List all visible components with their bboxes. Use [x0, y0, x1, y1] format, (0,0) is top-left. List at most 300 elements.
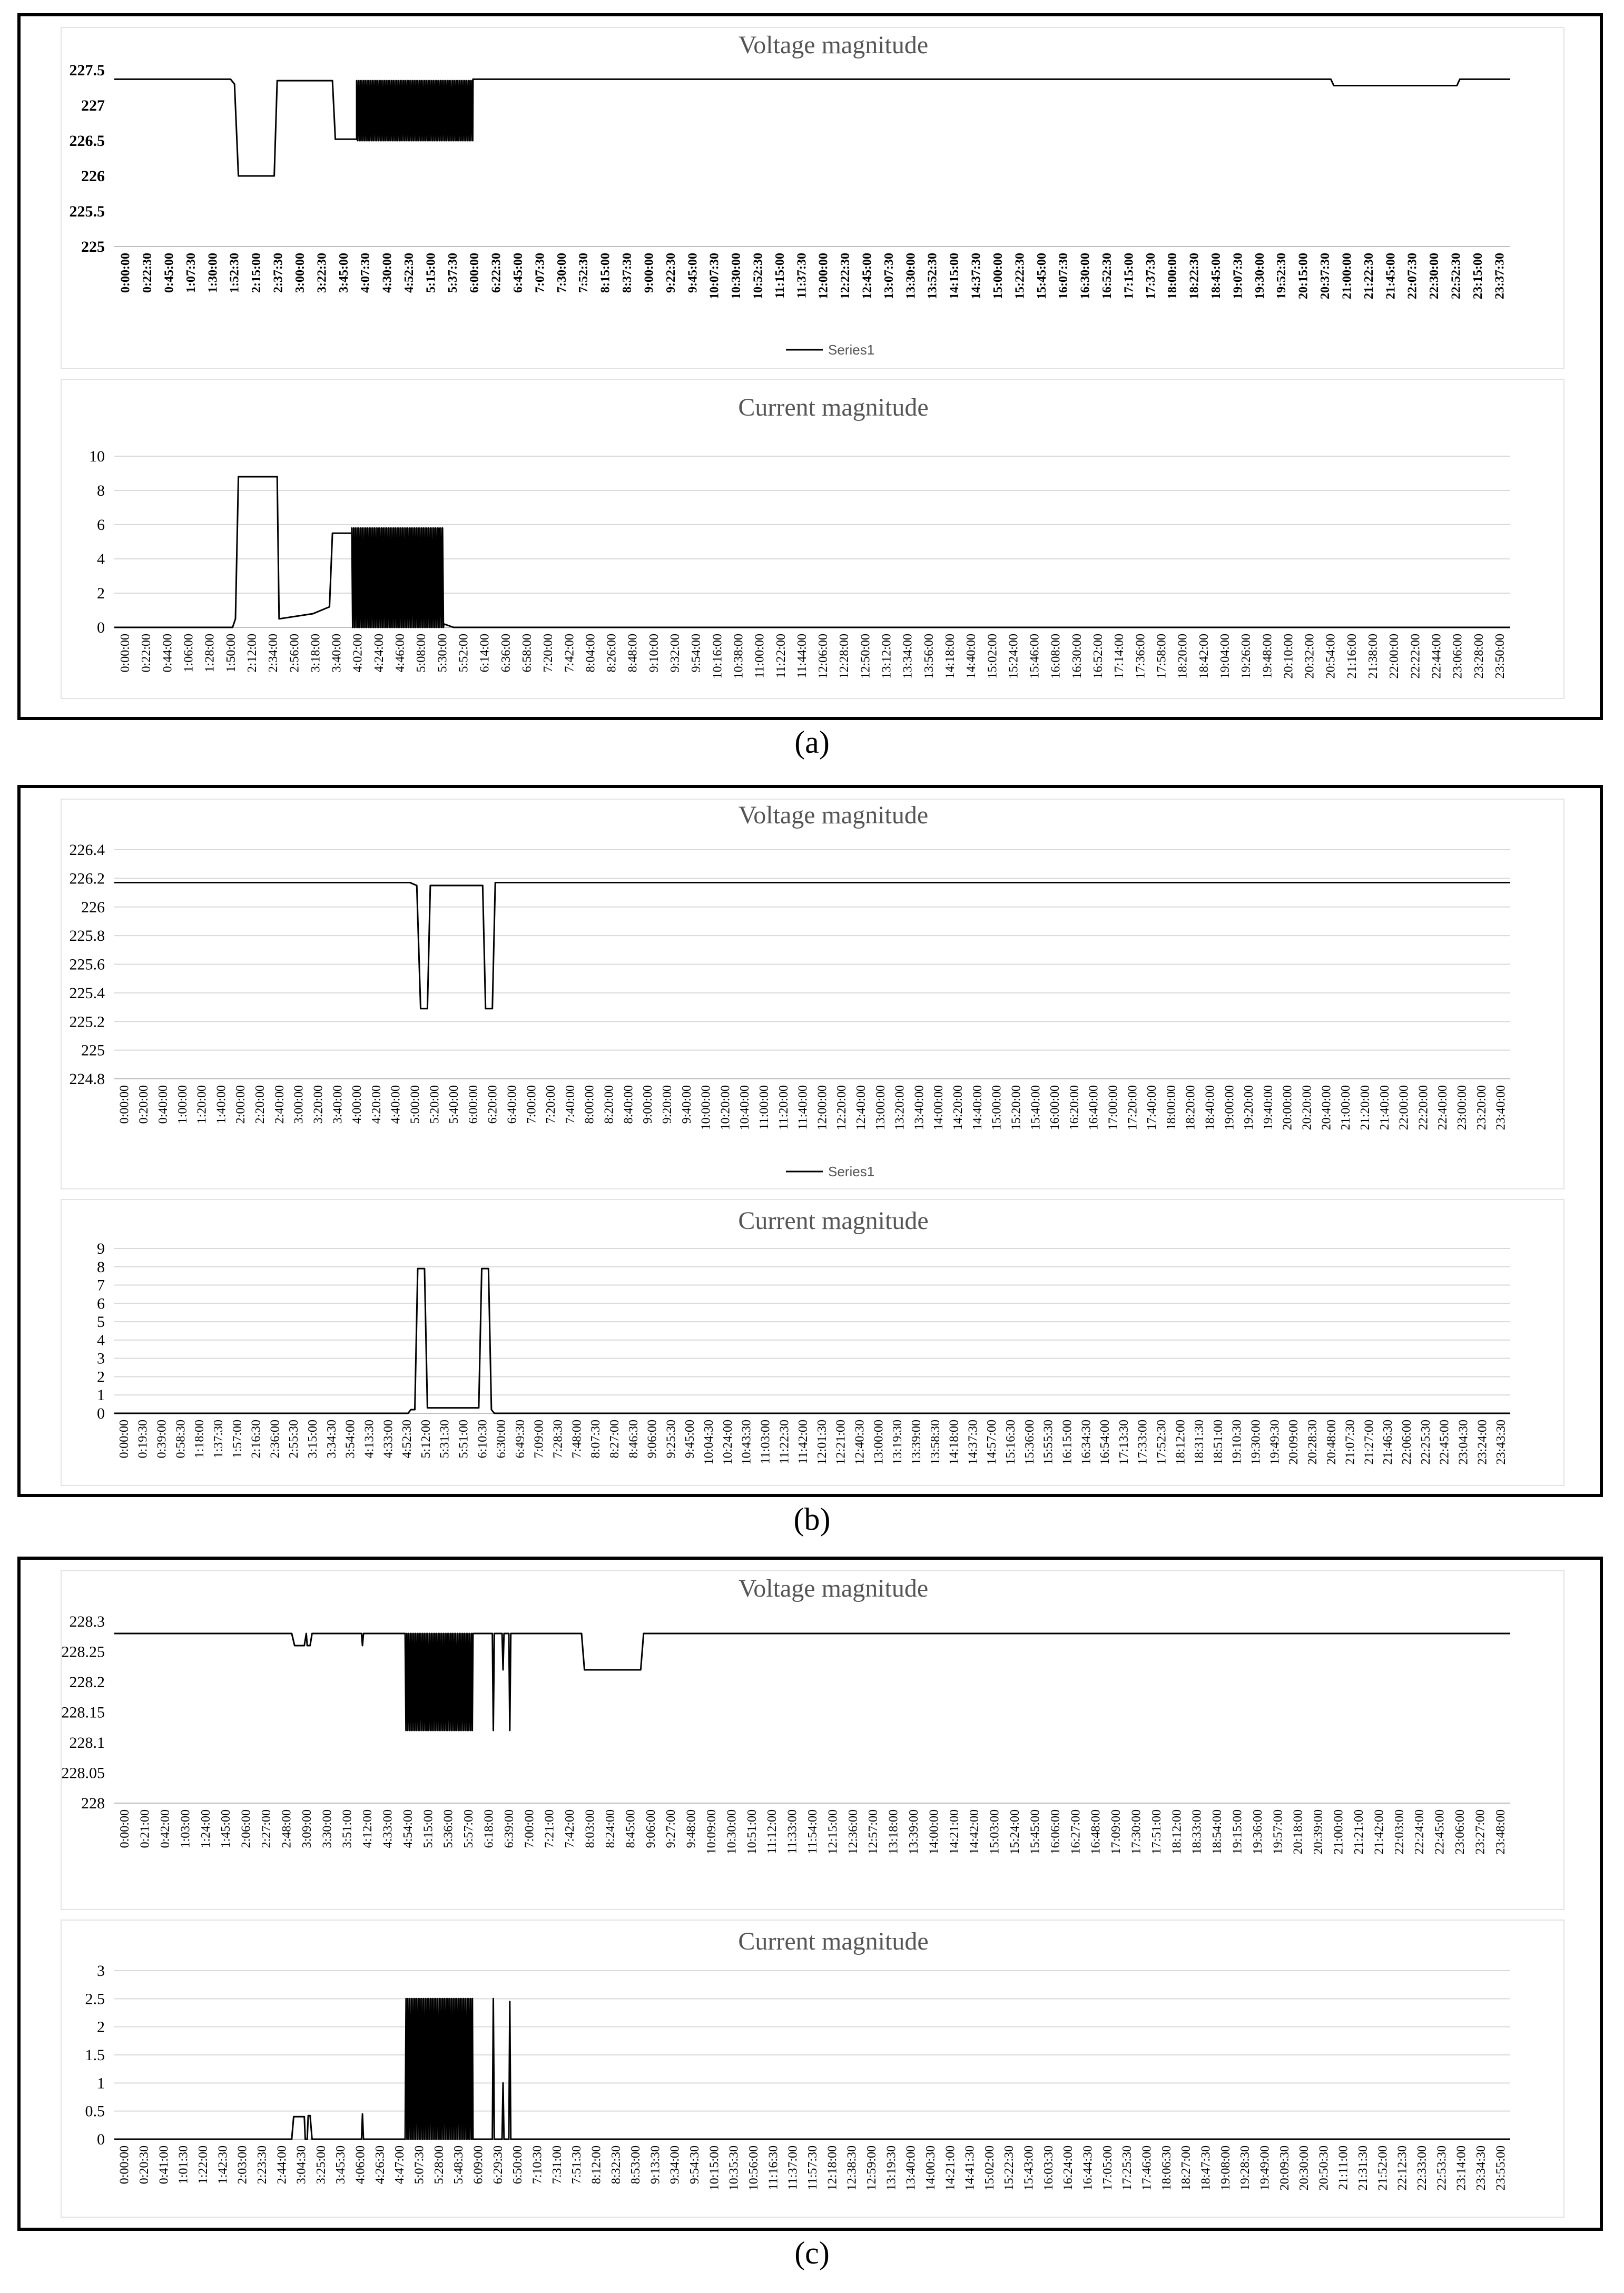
- x-tick-label: 21:31:30: [1356, 2146, 1371, 2191]
- x-tick-label: 5:48:30: [452, 2146, 466, 2184]
- x-tick-label: 3:34:30: [324, 1420, 339, 1459]
- y-tick-label: 5: [97, 1313, 105, 1331]
- y-tick-label: 225.5: [69, 203, 105, 220]
- x-tick-label: 2:36:00: [268, 1420, 282, 1459]
- x-tick-label: 1:30:00: [206, 253, 220, 293]
- x-tick-label: 7:20:00: [542, 634, 556, 673]
- x-tick-label: 19:49:00: [1258, 2146, 1272, 2191]
- legend-label: Series1: [828, 1164, 875, 1179]
- x-tick-label: 18:31:30: [1193, 1420, 1207, 1465]
- x-tick-label: 14:00:00: [932, 1085, 946, 1130]
- x-tick-label: 19:30:00: [1249, 1420, 1263, 1465]
- x-tick-label: 22:44:00: [1430, 634, 1444, 679]
- x-tick-label: 15:55:30: [1041, 1420, 1056, 1465]
- x-tick-label: 21:07:30: [1343, 1420, 1357, 1465]
- y-tick-label: 228.3: [69, 1613, 105, 1630]
- x-tick-label: 13:39:00: [907, 1809, 921, 1855]
- x-tick-label: 9:45:00: [683, 1420, 697, 1459]
- x-tick-label: 20:39:00: [1312, 1809, 1326, 1855]
- y-tick-label: 225.2: [69, 1013, 105, 1031]
- x-tick-label: 20:20:00: [1300, 1085, 1314, 1130]
- x-tick-label: 10:24:00: [721, 1420, 735, 1465]
- x-tick-label: 17:05:00: [1100, 2146, 1115, 2191]
- x-tick-label: 9:13:30: [648, 2146, 663, 2184]
- x-tick-label: 6:00:00: [466, 1085, 480, 1124]
- x-tick-label: 5:20:00: [428, 1085, 442, 1124]
- x-tick-label: 23:50:00: [1493, 634, 1507, 679]
- x-tick-label: 12:50:00: [859, 634, 873, 679]
- x-tick-label: 10:00:00: [699, 1085, 713, 1130]
- x-tick-label: 14:40:00: [970, 1085, 985, 1130]
- x-tick-label: 16:30:00: [1070, 634, 1084, 679]
- x-tick-label: 11:54:00: [806, 1809, 820, 1854]
- x-tick-label: 13:56:00: [922, 634, 936, 679]
- x-tick-label: 5:07:30: [412, 2146, 427, 2184]
- x-tick-label: 5:40:00: [447, 1085, 461, 1124]
- x-tick-label: 19:30:00: [1253, 253, 1267, 299]
- x-tick-label: 11:42:00: [796, 1420, 811, 1464]
- x-tick-label: 14:37:30: [966, 1420, 980, 1465]
- x-tick-label: 19:40:00: [1261, 1085, 1275, 1130]
- x-tick-label: 8:24:00: [603, 1809, 617, 1848]
- x-tick-label: 21:27:00: [1362, 1420, 1376, 1465]
- x-tick-label: 7:10:30: [530, 2146, 545, 2184]
- x-tick-label: 16:54:00: [1098, 1420, 1113, 1465]
- x-tick-label: 11:00:00: [753, 634, 767, 678]
- y-tick-label: 3: [97, 1350, 105, 1367]
- x-tick-label: 15:36:00: [1022, 1420, 1037, 1465]
- y-tick-label: 2: [97, 2018, 105, 2036]
- x-tick-label: 7:42:00: [563, 634, 577, 673]
- x-tick-label: 7:52:30: [577, 253, 591, 293]
- x-tick-label: 3:09:00: [300, 1809, 314, 1848]
- x-tick-label: 19:00:00: [1223, 1085, 1237, 1130]
- x-tick-label: 11:22:00: [774, 634, 788, 678]
- x-tick-label: 21:46:30: [1381, 1420, 1395, 1465]
- x-tick-label: 13:40:00: [904, 2146, 918, 2191]
- x-tick-label: 7:42:00: [563, 1809, 577, 1848]
- x-tick-label: 8:12:00: [589, 2146, 604, 2184]
- x-tick-label: 6:00:00: [468, 253, 482, 293]
- chart-title: Current magnitude: [738, 1927, 929, 1955]
- x-tick-label: 18:40:00: [1203, 1085, 1217, 1130]
- x-tick-label: 7:40:00: [563, 1085, 577, 1124]
- x-tick-label: 2:37:30: [271, 253, 286, 293]
- x-tick-label: 8:15:00: [598, 253, 613, 293]
- chart-a-voltage-frame: [61, 27, 1564, 369]
- x-tick-label: 15:46:00: [1028, 634, 1042, 679]
- y-tick-label: 10: [89, 448, 105, 465]
- x-tick-label: 18:45:00: [1209, 253, 1224, 299]
- x-tick-label: 21:20:00: [1358, 1085, 1372, 1130]
- figure-panel-a: [17, 13, 1603, 720]
- x-tick-label: 18:47:30: [1199, 2146, 1213, 2191]
- x-tick-label: 17:20:00: [1126, 1085, 1140, 1130]
- x-tick-label: 7:21:00: [543, 1809, 557, 1848]
- x-tick-label: 1:01:30: [176, 2146, 191, 2184]
- x-tick-label: 0:19:30: [136, 1420, 150, 1459]
- x-tick-label: 7:28:30: [551, 1420, 565, 1459]
- x-tick-label: 20:09:00: [1287, 1420, 1301, 1465]
- y-tick-label: 0: [97, 2131, 105, 2148]
- chart-a-voltage: [62, 28, 1563, 368]
- x-tick-label: 0:00:00: [117, 2146, 132, 2184]
- x-tick-label: 0:41:00: [157, 2146, 171, 2184]
- x-tick-label: 6:20:00: [486, 1085, 500, 1124]
- x-tick-label: 23:06:00: [1453, 1809, 1467, 1855]
- x-tick-label: 6:18:00: [482, 1809, 496, 1848]
- x-tick-label: 12:36:00: [846, 1809, 860, 1855]
- x-tick-label: 13:19:30: [884, 2146, 899, 2191]
- x-tick-label: 13:39:00: [909, 1420, 923, 1465]
- x-tick-label: 20:54:00: [1324, 634, 1338, 679]
- x-tick-label: 2:16:30: [249, 1420, 263, 1459]
- chart-b-voltage-frame: [61, 799, 1564, 1189]
- x-tick-label: 14:21:00: [943, 2146, 958, 2191]
- x-tick-label: 10:40:00: [738, 1085, 752, 1130]
- x-tick-label: 8:32:30: [609, 2146, 623, 2184]
- x-tick-label: 0:39:00: [155, 1420, 169, 1459]
- x-tick-label: 7:07:30: [533, 253, 547, 293]
- y-tick-label: 225: [81, 238, 105, 255]
- x-tick-label: 9:27:00: [664, 1809, 678, 1848]
- x-tick-label: 18:20:00: [1176, 634, 1190, 679]
- x-tick-label: 20:37:30: [1318, 253, 1333, 299]
- y-tick-label: 225.8: [69, 927, 105, 945]
- x-tick-label: 14:57:00: [985, 1420, 999, 1465]
- x-tick-label: 23:20:00: [1474, 1085, 1489, 1130]
- caption-a: (a): [794, 725, 830, 760]
- x-tick-label: 16:03:30: [1041, 2146, 1056, 2191]
- x-tick-label: 17:15:00: [1122, 253, 1136, 299]
- x-tick-label: 12:59:00: [864, 2146, 879, 2191]
- x-tick-label: 22:00:00: [1397, 1085, 1411, 1130]
- x-tick-label: 23:37:30: [1493, 253, 1507, 299]
- x-tick-label: 23:40:00: [1494, 1085, 1508, 1130]
- x-tick-label: 18:12:00: [1170, 1809, 1184, 1855]
- x-tick-label: 10:20:00: [719, 1085, 733, 1130]
- y-tick-label: 226.2: [69, 870, 105, 888]
- x-tick-label: 17:13:30: [1117, 1420, 1131, 1465]
- x-tick-label: 8:04:00: [584, 634, 598, 673]
- x-tick-label: 17:37:30: [1144, 253, 1158, 299]
- x-tick-label: 6:39:00: [502, 1809, 516, 1848]
- x-tick-label: 13:58:30: [928, 1420, 942, 1465]
- x-tick-label: 0:00:00: [118, 1809, 132, 1848]
- x-tick-label: 0:44:00: [161, 634, 175, 673]
- x-tick-label: 16:48:00: [1089, 1809, 1103, 1855]
- x-tick-label: 21:11:00: [1336, 2146, 1351, 2190]
- x-tick-label: 13:12:00: [880, 634, 894, 679]
- x-tick-label: 10:09:00: [704, 1809, 719, 1855]
- x-tick-label: 9:40:00: [680, 1085, 694, 1124]
- x-tick-label: 18:06:30: [1159, 2146, 1174, 2191]
- x-tick-label: 21:16:00: [1345, 634, 1359, 679]
- x-tick-label: 9:20:00: [660, 1085, 674, 1124]
- x-tick-label: 16:08:00: [1049, 634, 1063, 679]
- x-tick-label: 12:00:00: [816, 253, 831, 299]
- x-tick-label: 22:25:30: [1419, 1420, 1433, 1465]
- x-tick-label: 1:37:30: [211, 1420, 225, 1459]
- x-tick-label: 3:51:00: [340, 1809, 355, 1848]
- x-tick-label: 9:06:00: [645, 1420, 660, 1459]
- x-tick-label: 3:00:00: [293, 253, 307, 293]
- x-tick-label: 4:24:00: [372, 634, 386, 673]
- x-tick-label: 21:22:30: [1362, 253, 1376, 299]
- x-tick-label: 13:00:00: [873, 1085, 888, 1130]
- x-tick-label: 20:40:00: [1320, 1085, 1334, 1130]
- x-tick-label: 16:15:00: [1060, 1420, 1075, 1465]
- x-tick-label: 1:42:30: [216, 2146, 230, 2184]
- x-tick-label: 1:28:00: [203, 634, 217, 673]
- x-tick-label: 22:07:30: [1405, 253, 1420, 299]
- y-tick-label: 227: [81, 97, 105, 114]
- x-tick-label: 18:27:00: [1179, 2146, 1194, 2191]
- x-tick-label: 15:03:00: [988, 1809, 1002, 1855]
- x-tick-label: 1:18:00: [193, 1420, 207, 1459]
- x-tick-label: 20:18:00: [1291, 1809, 1305, 1855]
- y-tick-label: 224.8: [69, 1070, 105, 1088]
- x-tick-label: 8:07:30: [589, 1420, 603, 1459]
- x-tick-label: 10:43:30: [740, 1420, 754, 1465]
- x-tick-label: 1:20:00: [195, 1085, 209, 1124]
- x-tick-label: 2:34:00: [267, 634, 281, 673]
- x-tick-label: 12:18:00: [825, 2146, 840, 2191]
- x-tick-label: 5:08:00: [415, 634, 429, 673]
- x-tick-label: 12:20:00: [835, 1085, 849, 1130]
- y-tick-label: 227.5: [69, 62, 105, 79]
- x-tick-label: 17:36:00: [1134, 634, 1148, 679]
- x-tick-label: 15:24:00: [1007, 634, 1021, 679]
- x-tick-label: 13:18:00: [887, 1809, 901, 1855]
- x-tick-label: 12:15:00: [826, 1809, 840, 1855]
- x-tick-label: 6:49:30: [513, 1420, 527, 1459]
- x-tick-label: 16:30:00: [1078, 253, 1092, 299]
- x-tick-label: 15:02:00: [986, 634, 1000, 679]
- chart-b-voltage: [62, 800, 1563, 1188]
- x-tick-label: 1:45:00: [219, 1809, 233, 1848]
- x-tick-label: 17:00:00: [1106, 1085, 1120, 1130]
- x-tick-label: 0:22:30: [141, 253, 155, 293]
- legend-label: Series1: [828, 342, 875, 358]
- y-tick-label: 1: [97, 2074, 105, 2092]
- figure-panel-c: [17, 1557, 1603, 2231]
- x-tick-label: 0:42:00: [159, 1809, 173, 1848]
- x-tick-label: 7:51:30: [570, 2146, 584, 2184]
- x-tick-label: 11:22:30: [777, 1420, 792, 1464]
- x-tick-label: 21:45:00: [1384, 253, 1398, 299]
- x-tick-label: 12:38:30: [845, 2146, 859, 2191]
- x-tick-label: 3:40:00: [331, 1085, 345, 1124]
- x-tick-label: 10:52:30: [751, 253, 765, 299]
- x-tick-label: 1:22:00: [196, 2146, 210, 2184]
- x-tick-label: 4:54:00: [401, 1809, 415, 1848]
- x-tick-label: 8:48:00: [626, 634, 640, 673]
- x-tick-label: 4:52:30: [402, 253, 416, 293]
- x-tick-label: 13:30:00: [904, 253, 918, 299]
- x-tick-label: 5:15:00: [424, 253, 438, 293]
- y-tick-label: 2: [97, 1368, 105, 1386]
- x-tick-label: 15:24:00: [1008, 1809, 1022, 1855]
- y-tick-label: 2.5: [85, 1990, 105, 2008]
- x-tick-label: 1:24:00: [199, 1809, 213, 1848]
- x-tick-label: 20:48:00: [1324, 1420, 1338, 1465]
- y-tick-label: 228.15: [62, 1704, 105, 1721]
- x-tick-label: 15:22:30: [1013, 253, 1027, 299]
- x-tick-label: 18:42:00: [1197, 634, 1211, 679]
- x-tick-label: 0:22:00: [140, 634, 154, 673]
- y-tick-label: 1: [97, 1386, 105, 1404]
- x-tick-label: 6:45:00: [511, 253, 526, 293]
- x-tick-label: 19:15:00: [1231, 1809, 1245, 1855]
- x-tick-label: 18:12:00: [1174, 1420, 1188, 1465]
- x-tick-label: 20:15:00: [1296, 253, 1311, 299]
- x-tick-label: 0:45:00: [162, 253, 176, 293]
- x-tick-label: 11:03:00: [759, 1420, 773, 1464]
- x-tick-label: 13:20:00: [893, 1085, 907, 1130]
- chart-b-current: [62, 1200, 1563, 1485]
- x-tick-label: 15:43:00: [1022, 2146, 1036, 2191]
- x-tick-label: 3:20:00: [311, 1085, 326, 1124]
- x-tick-label: 3:18:00: [309, 634, 323, 673]
- x-tick-label: 10:15:00: [707, 2146, 722, 2191]
- caption-c: (c): [794, 2236, 830, 2270]
- x-tick-label: 10:07:30: [707, 253, 722, 299]
- series-line: [114, 79, 1510, 176]
- x-tick-label: 14:15:00: [948, 253, 962, 299]
- x-tick-label: 16:52:30: [1100, 253, 1114, 299]
- x-tick-label: 19:52:30: [1275, 253, 1289, 299]
- x-tick-label: 22:30:00: [1428, 253, 1442, 299]
- x-tick-label: 23:00:00: [1455, 1085, 1469, 1130]
- x-tick-label: 17:25:30: [1120, 2146, 1135, 2191]
- chart-title: Current magnitude: [738, 393, 929, 421]
- x-tick-label: 9:10:00: [647, 634, 661, 673]
- y-tick-label: 6: [97, 1295, 105, 1313]
- x-tick-label: 4:33:00: [381, 1809, 395, 1848]
- x-tick-label: 1:52:30: [228, 253, 242, 293]
- x-tick-label: 23:48:00: [1493, 1809, 1508, 1855]
- x-tick-label: 19:04:00: [1218, 634, 1232, 679]
- x-tick-label: 12:00:00: [815, 1085, 830, 1130]
- x-tick-label: 11:12:00: [765, 1809, 780, 1854]
- x-tick-label: 4:00:00: [350, 1085, 365, 1124]
- x-tick-label: 5:30:00: [436, 634, 450, 673]
- x-tick-label: 16:27:00: [1069, 1809, 1083, 1855]
- x-tick-label: 14:00:30: [923, 2146, 938, 2191]
- x-tick-label: 9:32:00: [668, 634, 683, 673]
- x-tick-label: 2:40:00: [272, 1085, 287, 1124]
- series-line: [114, 1268, 1510, 1413]
- x-tick-label: 6:40:00: [505, 1085, 519, 1124]
- x-tick-label: 13:07:30: [882, 253, 896, 299]
- x-tick-label: 17:33:00: [1136, 1420, 1150, 1465]
- x-tick-label: 4:02:00: [351, 634, 365, 673]
- x-tick-label: 15:45:00: [1035, 253, 1049, 299]
- x-tick-label: 8:37:30: [621, 253, 635, 293]
- x-tick-label: 15:02:00: [982, 2146, 997, 2191]
- x-tick-label: 20:32:00: [1303, 634, 1317, 679]
- x-tick-label: 20:00:00: [1281, 1085, 1295, 1130]
- x-tick-label: 4:06:00: [353, 2146, 368, 2184]
- chart-title: Current magnitude: [738, 1207, 929, 1235]
- x-tick-label: 8:26:00: [605, 634, 619, 673]
- y-tick-label: 228.05: [62, 1764, 105, 1782]
- x-tick-label: 18:00:00: [1164, 1085, 1178, 1130]
- x-tick-label: 22:00:00: [1387, 634, 1402, 679]
- x-tick-label: 16:44:30: [1081, 2146, 1095, 2191]
- x-tick-label: 3:45:30: [334, 2146, 348, 2184]
- x-tick-label: 6:58:00: [520, 634, 534, 673]
- x-tick-label: 18:20:00: [1184, 1085, 1198, 1130]
- x-tick-label: 18:22:30: [1187, 253, 1202, 299]
- x-tick-label: 0:20:30: [137, 2146, 151, 2184]
- x-tick-label: 22:12:30: [1395, 2146, 1410, 2191]
- x-tick-label: 8:53:00: [629, 2146, 643, 2184]
- x-tick-label: 5:00:00: [408, 1085, 422, 1124]
- x-tick-label: 12:28:00: [838, 634, 852, 679]
- x-tick-label: 2:06:00: [239, 1809, 253, 1848]
- x-tick-label: 3:25:00: [314, 2146, 328, 2184]
- x-tick-label: 11:33:00: [785, 1809, 800, 1854]
- x-tick-label: 3:45:00: [337, 253, 351, 293]
- x-tick-label: 11:00:00: [757, 1085, 771, 1130]
- x-tick-label: 5:36:00: [441, 1809, 456, 1848]
- chart-title: Voltage magnitude: [738, 31, 929, 59]
- x-tick-label: 11:40:00: [796, 1085, 810, 1130]
- x-tick-label: 9:54:00: [690, 634, 704, 673]
- x-tick-label: 2:03:00: [235, 2146, 250, 2184]
- y-tick-label: 9: [97, 1240, 105, 1257]
- x-tick-label: 5:57:00: [462, 1809, 476, 1848]
- x-tick-label: 19:28:30: [1238, 2146, 1253, 2191]
- x-tick-label: 8:03:00: [583, 1809, 597, 1848]
- x-tick-label: 11:37:00: [786, 2146, 800, 2190]
- x-tick-label: 14:20:00: [951, 1085, 966, 1130]
- x-tick-label: 10:04:30: [702, 1420, 716, 1465]
- x-tick-label: 4:13:30: [362, 1420, 377, 1459]
- x-tick-label: 7:00:00: [525, 1085, 539, 1124]
- x-tick-label: 22:53:30: [1435, 2146, 1449, 2191]
- x-tick-label: 12:22:30: [839, 253, 853, 299]
- series-line: [114, 477, 1510, 627]
- x-tick-label: 14:41:30: [963, 2146, 977, 2191]
- x-tick-label: 9:45:00: [686, 253, 700, 293]
- x-tick-label: 9:34:00: [668, 2146, 682, 2184]
- y-tick-label: 6: [97, 516, 105, 534]
- x-tick-label: 0:21:00: [138, 1809, 152, 1848]
- x-tick-label: 13:34:00: [901, 634, 915, 679]
- x-tick-label: 6:09:00: [471, 2146, 486, 2184]
- x-tick-label: 5:15:00: [421, 1809, 436, 1848]
- x-tick-label: 4:33:00: [381, 1420, 396, 1459]
- x-tick-label: 15:00:00: [990, 1085, 1004, 1130]
- x-tick-label: 21:00:00: [1340, 253, 1354, 299]
- x-tick-label: 2:20:00: [253, 1085, 268, 1124]
- y-tick-label: 225.4: [69, 984, 105, 1002]
- x-tick-label: 19:48:00: [1261, 634, 1275, 679]
- x-tick-label: 4:30:00: [380, 253, 395, 293]
- x-tick-label: 14:00:00: [927, 1809, 941, 1855]
- x-tick-label: 17:40:00: [1145, 1085, 1159, 1130]
- x-tick-label: 7:20:00: [544, 1085, 558, 1124]
- figure-panel-b: [17, 785, 1603, 1497]
- x-tick-label: 11:20:00: [776, 1085, 791, 1130]
- x-tick-label: 19:08:00: [1218, 2146, 1233, 2191]
- x-tick-label: 22:24:00: [1413, 1809, 1427, 1855]
- x-tick-label: 1:00:00: [175, 1085, 190, 1124]
- x-tick-label: 15:45:00: [1028, 1809, 1042, 1855]
